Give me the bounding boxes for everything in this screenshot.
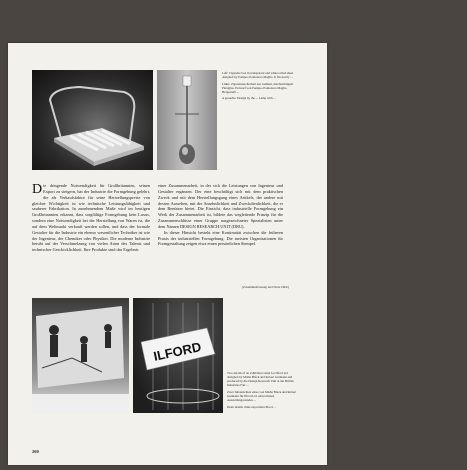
body-paragraph: einer Zusammenarbeit, in der sich die Leistungen von Ingenieur und Gestalter ergänzen. Der eine beschäftigt sich mit dem praktischen Zweck und mit dem Herstellungsgang eines Artikels, der andere mit dessen Aussehen, mit der Ansehnlichkeit und Zweckdienlichkeit, die er dem Benützer bietet. Die Einsicht, dass industrielle Formgebung ein Werk der Zusammenarbeit ist, bildete das wegleitende Prinzip für die Zusammenschlüsse einer Gruppe ausgezeichneter Spezialisten unter dem Namen DESIGN RESEARCH UNIT (DRU).: [158, 183, 283, 229]
ilford-sign: ILFORD: [152, 339, 203, 364]
bottom-captions: [227, 371, 299, 412]
caption: Two details of an exhibition stand for Ilford Ltd designed by Misha Black and Robert Gutmann and produced by the Design Research Unit at the British Industries Fair ...: [227, 371, 294, 388]
drop-cap: D: [32, 182, 43, 197]
caption: Deux détails d'une exposition Ilford ...: [227, 404, 276, 409]
magazine-page: [8, 43, 327, 465]
article-column-right: [158, 183, 283, 247]
body-paragraph: ie dringende Notwendigkeit für Großbritannien, seinen Export zu steigern, hat der Industrie die Formgebung gelehrt, die als Verkaufsfaktor für seine Herstellungspreise von gleicher Wichtigkeit ist wie technische Leistungsfähigkeit und sauberer Fabrikation. In zunehmendem Maße wird im heutigen Großbritannien erkannt, dass sorgfältige Formgebung kein Luxus, sondern eine Notwendigkeit bei der Herstellung von Waren ist, die auf dem Weltmarkt verkauft werden sollen, und dass der formale Gestalter für die Industrie ein ebenso wesentlicher Techniker ist wie der Ingenieur, der Chemiker oder Physiker. Die moderne Industrie beruht auf der Verschmelzung von vielen Arten des Talents und technischer Geschicklichkeit. Ihre Produkte sind das Ergebnis: [32, 183, 150, 253]
body-paragraph: In dieser Hinsicht besteht eine Kontinuität zwischen die früheren Praxis der industriellen Formgebung. Die meisten Organisationen für Formgestaltung zeigen etwa einen persönlichen Stempel.: [158, 229, 283, 247]
article-signature: (Zusammenfassung und Notiz DRU): [242, 285, 290, 289]
caption: Zwei Teilansichten eines von Misha Black und Robert Gutmann für Ilford Ltd. entworfenen Ausstellungsstandes ...: [227, 389, 297, 403]
page-number: 260: [32, 449, 39, 454]
caption: A gouache. Design by the ... Lamp with ...: [222, 96, 276, 101]
article-column-left: [32, 183, 150, 253]
ilford-stand-photo: [133, 298, 223, 413]
top-captions: [222, 71, 298, 103]
exhibition-stand-photo: [32, 298, 129, 413]
caption: Left: Cigarette box in transparent and white rolled sheet designed by Pompeo Pomodoro Maglia. It fits neatly ...: [222, 71, 294, 80]
caption: Links: Zigarettenschachtel aus weißem, durchsichtigem Plexiglas. Entwurf von Pompeo Pomodoro Maglia. Hergestellt ...: [222, 81, 294, 94]
lamp-photo: [157, 70, 217, 170]
cigarette-box-photo: [32, 70, 153, 170]
